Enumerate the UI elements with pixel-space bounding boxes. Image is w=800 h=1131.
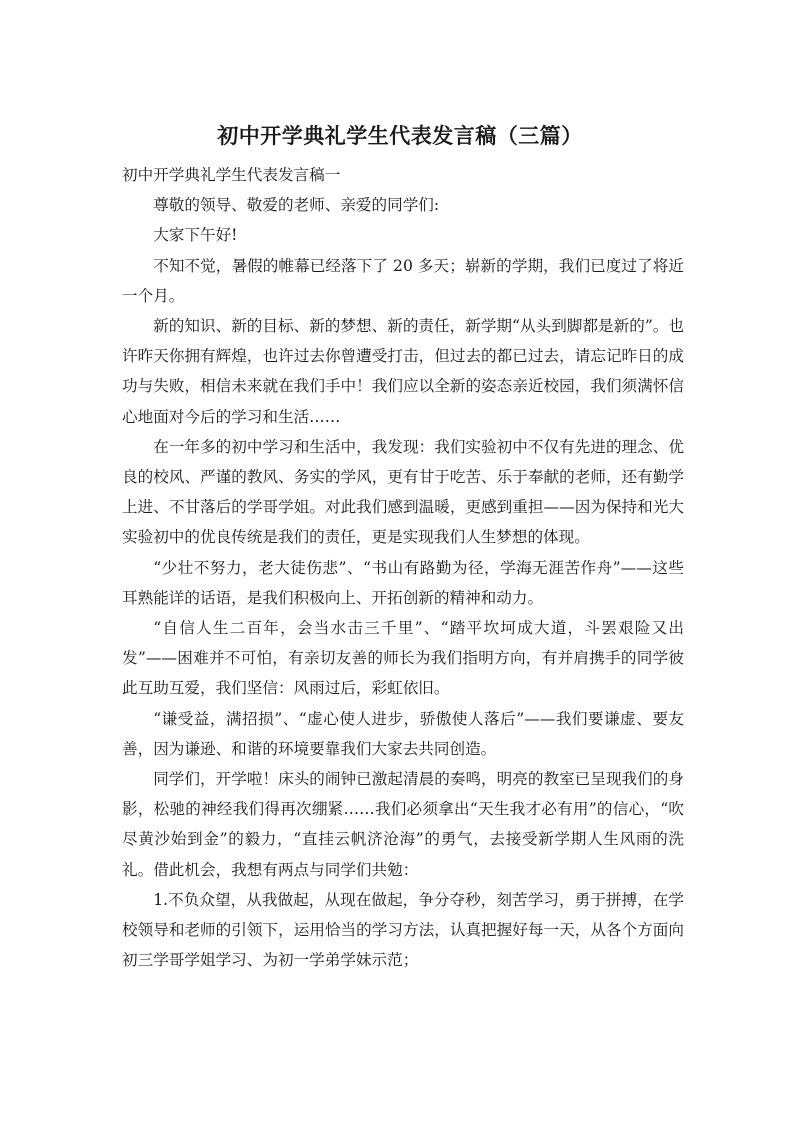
- paragraph: “自信人生二百年，会当水击三千里”、“踏平坎坷成大道，斗罢艰险又出发”——困难并不可怕，有亲切友善的师长为我们指明方向，有并肩携手的同学彼此互助互爱，我们坚信：风雨过后，彩虹依旧。: [122, 619, 684, 698]
- document-body: [122, 160, 684, 975]
- section-heading: 初中开学典礼学生代表发言稿一: [122, 166, 341, 184]
- paragraph: 不知不觉，暑假的帷幕已经落下了 20 多天；崭新的学期，我们已度过了将近一个月。: [122, 256, 684, 305]
- paragraph: 新的知识、新的目标、新的梦想、新的责任，新学期“从头到脚都是新的”。也许昨天你拥有辉煌，也许过去你曾遭受打击，但过去的都已过去，请忘记昨日的成功与失败，相信未来就在我们手中！我们应以全新的姿态亲近校园，我们须满怀信心地面对今后的学习和生活……: [122, 317, 684, 426]
- paragraph: 1.不负众望，从我做起，从现在做起，争分夺秒，刻苦学习，勇于拼搏，在学校领导和老师的引领下，运用恰当的学习方法，认真把握好每一天，从各个方面向初三学哥学姐学习、为初一学弟学妹示范；: [122, 890, 684, 970]
- page-title: 初中开学典礼学生代表发言稿（三篇）: [217, 124, 583, 148]
- paragraph: 在一年多的初中学习和生活中，我发现：我们实验初中不仅有先进的理念、优良的校风、严谨的教风、务实的学风，更有甘于吃苦、乐于奉献的老师，还有勤学上进、不甘落后的学哥学姐。对此我们感到温暖，更感到重担——因为保持和光大实验初中的优良传统是我们的责任，更是实现我们人生梦想的体现。: [122, 437, 684, 547]
- paragraph: 同学们，开学啦！床头的闹钟已激起清晨的奏鸣，明亮的教室已呈现我们的身影，松驰的神经我们得再次绷紧……我们必须拿出“天生我才必有用”的信心，“吹尽黄沙始到金”的毅力，“直挂云帆济沧海”的勇气，去接受新学期人生风雨的洗礼。借此机会，我想有两点与同学们共勉：: [122, 770, 684, 879]
- paragraph: 尊敬的领导、敬爱的老师、亲爱的同学们:: [153, 196, 440, 215]
- paragraph: “少壮不努力，老大徒伤悲”、“书山有路勤为径，学海无涯苦作舟”——这些耳熟能详的话语，是我们积极向上、开拓创新的精神和动力。: [122, 558, 684, 607]
- paragraph: “谦受益，满招损”、“虚心使人进步，骄傲使人落后”——我们要谦虚、要友善，因为谦逊、和谐的环境要靠我们大家去共同创造。: [122, 709, 684, 758]
- paragraph: 大家下午好!: [153, 226, 238, 245]
